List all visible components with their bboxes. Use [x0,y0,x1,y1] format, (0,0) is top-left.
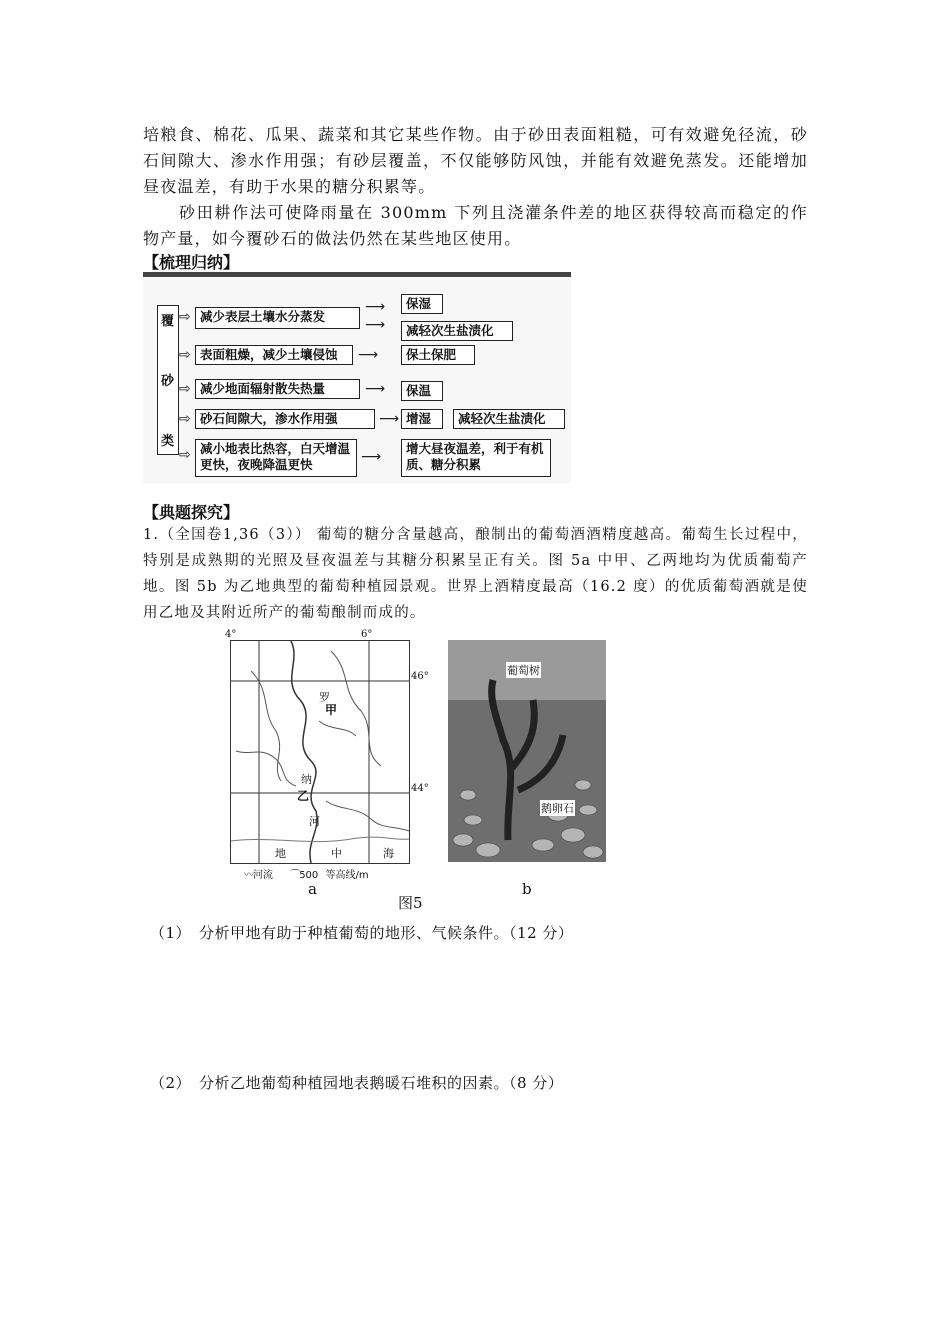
category-char-3: 类 [161,434,175,449]
figure-sub-b: b [522,880,532,898]
map-label-he: 河 [309,815,320,828]
map-label-luo: 罗 [319,691,330,704]
arrow-icon: ⇨ [179,309,191,325]
arrow-icon: ⟶ [365,317,386,333]
cause-box-2: 表面粗燥，减少土壤侵蚀 [195,345,353,365]
figure-map [225,629,429,864]
arrow-icon: ⟶ [365,299,386,315]
map-label-yi: 乙 [297,789,310,803]
legend-river: 河流 [253,870,273,881]
arrow-icon: ⟶ [358,347,379,363]
map-lon-label-1: 4° [225,629,237,640]
arrow-icon: ⇨ [179,381,191,397]
arrow-icon: ⟶ [379,411,400,427]
map-lat-label-1: 46° [411,671,429,682]
map-label-di: 地 [275,847,286,860]
photo-label-tree: 葡萄树 [507,664,540,677]
arrow-icon: ⇨ [179,447,191,463]
question-1: （1） 分析甲地有助于种植葡萄的地形、气候条件。（12 分） [150,924,574,942]
effect-box-4b: 减轻次生盐渍化 [453,409,565,429]
legend-contour-value: 500 [299,870,319,881]
figure-sub-a: a [308,880,317,898]
summary-heading: 【梳理归纳】 [143,253,240,272]
effect-box-4a: 增湿 [401,409,443,429]
cause-box-1: 减少表层土壤水分蒸发 [195,307,360,329]
photo-label-stone: 鹅卵石 [541,802,574,815]
effect-box-1b: 减轻次生盐渍化 [401,321,513,341]
map-label-zhong: 中 [331,847,342,860]
map-label-hai: 海 [383,847,394,860]
arrow-icon: ⟶ [361,449,382,465]
map-label-na: 纳 [301,773,312,786]
arrow-icon: ⇨ [179,411,191,427]
map-lat-label-2: 44° [411,783,429,794]
cause-box-3: 减少地面辐射散失热量 [195,379,360,399]
question-2: （2） 分析乙地葡萄种植园地表鹅暖石堆积的因素。（8 分） [150,1074,564,1092]
arrow-icon: ⇨ [179,347,191,363]
exam-heading: 【典题探究】 [143,503,240,522]
map-illustration [231,641,409,863]
intro-paragraph-2: 砂田耕作法可使降雨量在 300mm 下列且浇灌条件差的地区获得较高而稳定的作物产量，如今覆砂石的做法仍然在某些地区使用。 [143,203,808,248]
concept-diagram [143,272,571,483]
map-lon-label-2: 6° [361,629,373,640]
legend-contour: 等高线/m [325,870,369,881]
effect-box-3: 保温 [401,381,443,401]
cause-box-5: 减小地表比热容，白天增温更快，夜晚降温更快 [195,439,357,477]
cause-box-4: 砂石间隙大，渗水作用强 [195,409,375,429]
intro-paragraph-1: 培粮食、棉花、瓜果、蔬菜和其它某些作物。由于砂田表面粗糙，可有效避免径流，砂石间隙大、渗水作用强；有砂层覆盖，不仅能够防风蚀，并能有效避免蒸发。还能增加昼夜温差，有助于水果的糖分积累等。 [143,125,808,196]
effect-box-2: 保土保肥 [401,345,475,365]
figure-photo [448,640,606,862]
figure-title: 图5 [398,894,423,912]
effect-box-5: 增大昼夜温差，利于有机质、糖分积累 [401,439,551,477]
category-box [157,305,179,455]
category-char-2: 砂 [161,374,175,389]
arrow-icon: ⟶ [365,381,386,397]
question-intro: 1.（全国卷1,36（3）） 葡萄的糖分含量越高，酿制出的葡萄酒酒精度越高。葡萄生长过程中，特别是成熟期的光照及昼夜温差与其糖分积累呈正有关。图 5a 中甲、乙两地均为优质葡萄产地。图 5b 为乙地典型的葡萄种植园景观。世界上酒精度最高（16.2 度）的优质葡萄酒就是使用乙地及其附近所产的葡萄酿制而成的。 [143,527,808,621]
map-legend: 〰河流 ⌒500 等高线/m [244,870,369,881]
effect-box-1a: 保湿 [401,294,443,314]
map-label-jia: 甲 [325,703,338,717]
category-char-1: 覆 [161,314,175,329]
